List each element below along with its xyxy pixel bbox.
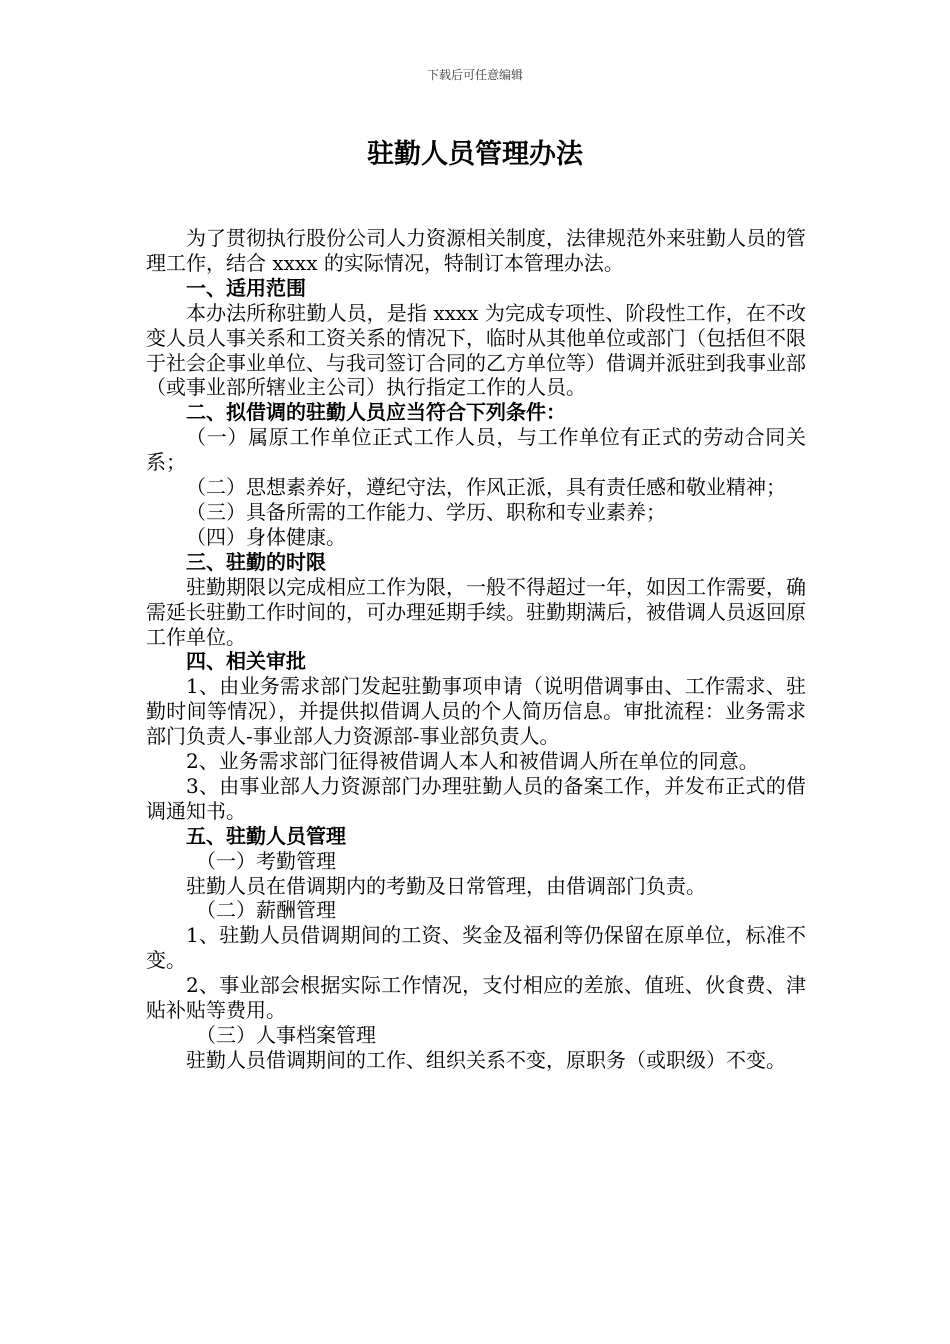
section-heading-4: 四、相关审批 xyxy=(186,649,306,674)
section-heading-1: 一、适用范围 xyxy=(186,275,306,300)
section-heading-2: 二、拟借调的驻勤人员应当符合下列条件： xyxy=(186,400,566,425)
subheading-salary: （二）薪酬管理 xyxy=(196,898,336,923)
salary-item-2: 2、事业部会根据实际工作情况，支付相应的差旅、值班、伙食费、津贴补贴等费用。 xyxy=(146,973,806,1023)
personnel-file-paragraph: 驻勤人员借调期间的工作、组织关系不变，原职务（或职级）不变。 xyxy=(186,1047,786,1072)
approval-item-3: 3、由事业部人力资源部门办理驻勤人员的备案工作，并发布正式的借调通知书。 xyxy=(146,773,806,823)
attendance-paragraph: 驻勤人员在借调期内的考勤及日常管理，由借调部门负责。 xyxy=(186,873,706,898)
document-title: 驻勤人员管理办法 xyxy=(367,139,583,170)
intro-paragraph: 为了贯彻执行股份公司人力资源相关制度，法律规范外来驻勤人员的管理工作，结合 xxxx 的实际情况，特制订本管理办法。 xyxy=(146,226,806,275)
condition-1: （一）属原工作单位正式工作人员，与工作单位有正式的劳动合同关系； xyxy=(146,425,806,475)
subheading-attendance: （一）考勤管理 xyxy=(196,848,336,873)
approval-item-1: 1、由业务需求部门发起驻勤事项申请（说明借调事由、工作需求、驻勤时间等情况），并提供拟借调人员的个人简历信息。审批流程：业务需求部门负责人-事业部人力资源部-事业部负责人。 xyxy=(146,674,806,749)
condition-3: （三）具备所需的工作能力、学历、职称和专业素养； xyxy=(186,499,666,524)
condition-4: （四）身体健康。 xyxy=(186,524,346,549)
document-body xyxy=(146,226,806,1073)
subheading-personnel-file: （三）人事档案管理 xyxy=(196,1023,376,1047)
section-heading-3: 三、驻勤的时限 xyxy=(186,549,326,574)
section-1-paragraph: 本办法所称驻勤人员，是指 xxxx 为完成专项性、阶段性工作，在不改变人员人事关系和工资关系的情况下，临时从其他单位或部门（包括但不限于社会企事业单位、与我司签订合同的乙方单位等）借调并派驻到我事业部（或事业部所辖业主公司）执行指定工作的人员。 xyxy=(146,300,806,400)
salary-item-1: 1、驻勤人员借调期间的工资、奖金及福利等仍保留在原单位，标准不变。 xyxy=(146,923,806,973)
header-note: 下载后可任意编辑 xyxy=(426,68,523,82)
section-heading-5: 五、驻勤人员管理 xyxy=(186,823,346,848)
condition-2: （二）思想素养好，遵纪守法，作风正派，具有责任感和敬业精神； xyxy=(186,475,786,500)
section-3-paragraph: 驻勤期限以完成相应工作为限，一般不得超过一年，如因工作需要，确需延长驻勤工作时间的，可办理延期手续。驻勤期满后，被借调人员返回原工作单位。 xyxy=(146,574,806,649)
approval-item-2: 2、业务需求部门征得被借调人本人和被借调人所在单位的同意。 xyxy=(186,749,759,774)
